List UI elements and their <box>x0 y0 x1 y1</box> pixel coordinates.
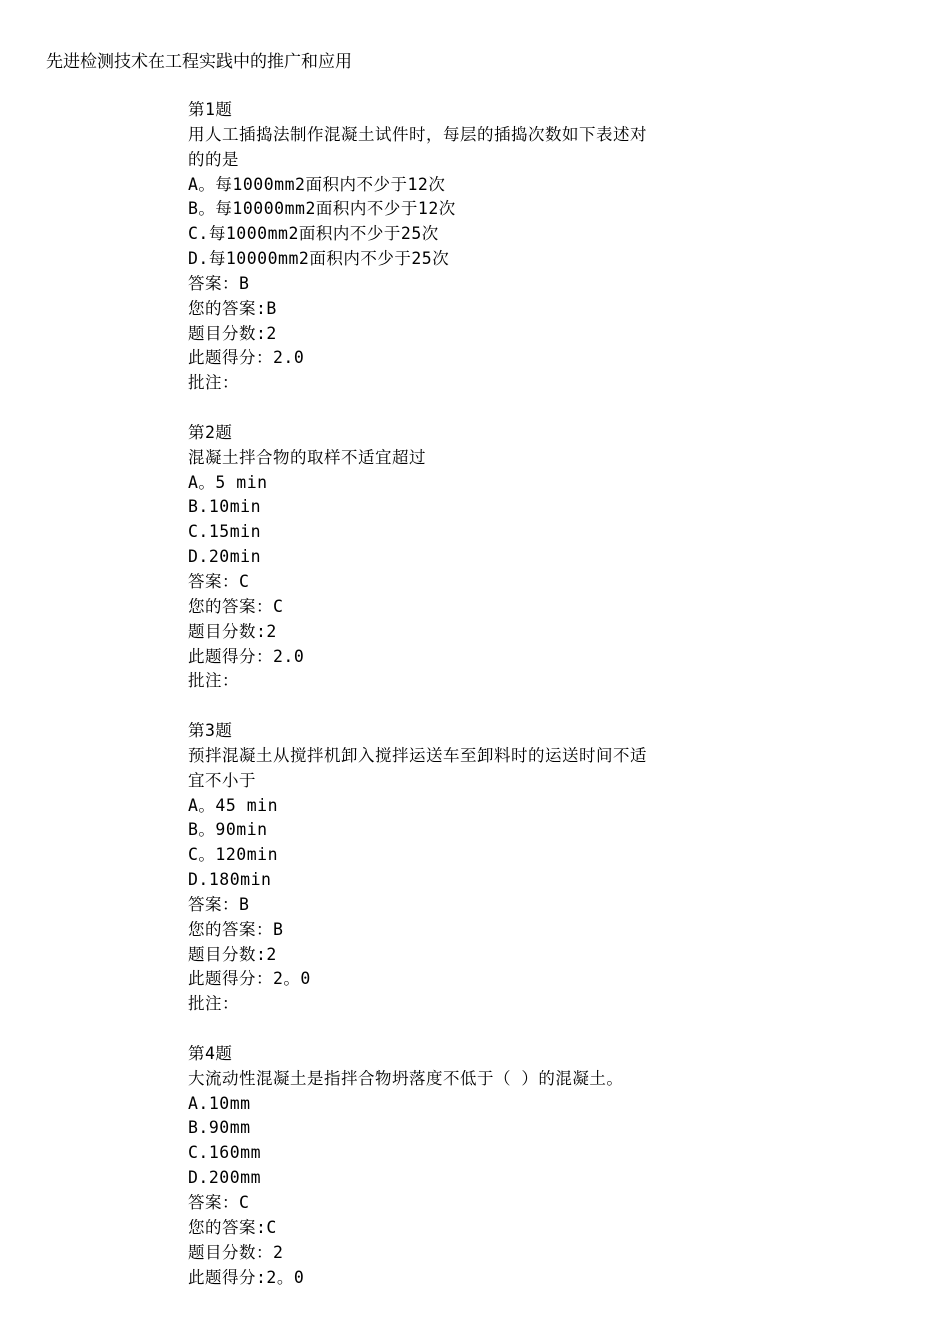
correct-answer: 答案：B <box>188 894 250 914</box>
option-d: D.200mm <box>188 1168 262 1188</box>
option-d: D.180min <box>188 870 272 890</box>
option-b: B.10min <box>188 497 262 517</box>
your-answer: 您的答案:B <box>188 298 277 318</box>
question-number: 第1题 <box>188 100 233 119</box>
question-note: 批注： <box>188 994 239 1014</box>
question-3 <box>188 719 788 1017</box>
option-d: D.20min <box>188 547 262 567</box>
document-title: 先进检测技术在工程实践中的推广和应用 <box>46 52 352 72</box>
question-note: 批注： <box>188 671 239 691</box>
option-a: A。5 min <box>188 472 268 492</box>
question-number: 第4题 <box>188 1043 233 1063</box>
option-b: B.90mm <box>188 1118 251 1138</box>
question-list <box>188 98 788 1315</box>
question-score: 此题得分:2。0 <box>188 1267 305 1287</box>
option-a: A.10mm <box>188 1093 251 1113</box>
correct-answer: 答案：C <box>188 571 250 591</box>
question-1 <box>188 98 788 396</box>
question-stem-line: 用人工插捣法制作混凝土试件时，每层的插捣次数如下表述对 <box>188 124 647 144</box>
correct-answer: 答案：C <box>188 1192 250 1212</box>
question-number: 第2题 <box>188 422 233 442</box>
question-number: 第3题 <box>188 721 233 740</box>
option-b: B。每10000mm2面积内不少于12次 <box>188 199 456 219</box>
question-stem-line: 的的是 <box>188 149 239 169</box>
option-b: B。90min <box>188 820 268 840</box>
question-stem-line: 预拌混凝土从搅拌机卸入搅拌运送车至卸料时的运送时间不适 <box>188 745 647 765</box>
question-points: 题目分数：2 <box>188 1242 284 1262</box>
your-answer: 您的答案：C <box>188 596 284 616</box>
question-score: 此题得分：2.0 <box>188 348 305 368</box>
correct-answer: 答案：B <box>188 273 250 293</box>
question-4 <box>188 1042 788 1290</box>
question-stem-line: 混凝土拌合物的取样不适宜超过 <box>188 447 426 467</box>
question-points: 题目分数:2 <box>188 621 277 641</box>
option-a: A。每1000mm2面积内不少于12次 <box>188 174 446 194</box>
option-c: C.15min <box>188 522 262 542</box>
question-stem-line: 大流动性混凝土是指拌合物坍落度不低于（ ）的混凝土。 <box>188 1068 624 1088</box>
question-score: 此题得分：2。0 <box>188 969 311 989</box>
option-a: A。45 min <box>188 795 279 815</box>
question-points: 题目分数:2 <box>188 944 277 964</box>
option-c: C.160mm <box>188 1143 262 1163</box>
question-points: 题目分数:2 <box>188 323 277 343</box>
your-answer: 您的答案：B <box>188 919 284 939</box>
question-score: 此题得分：2.0 <box>188 646 305 666</box>
question-2 <box>188 421 788 694</box>
question-note: 批注： <box>188 373 239 393</box>
option-c: C。120min <box>188 845 279 865</box>
your-answer: 您的答案:C <box>188 1217 277 1237</box>
option-d: D.每10000mm2面积内不少于25次 <box>188 249 450 269</box>
question-stem-line: 宜不小于 <box>188 770 256 790</box>
option-c: C.每1000mm2面积内不少于25次 <box>188 224 439 244</box>
